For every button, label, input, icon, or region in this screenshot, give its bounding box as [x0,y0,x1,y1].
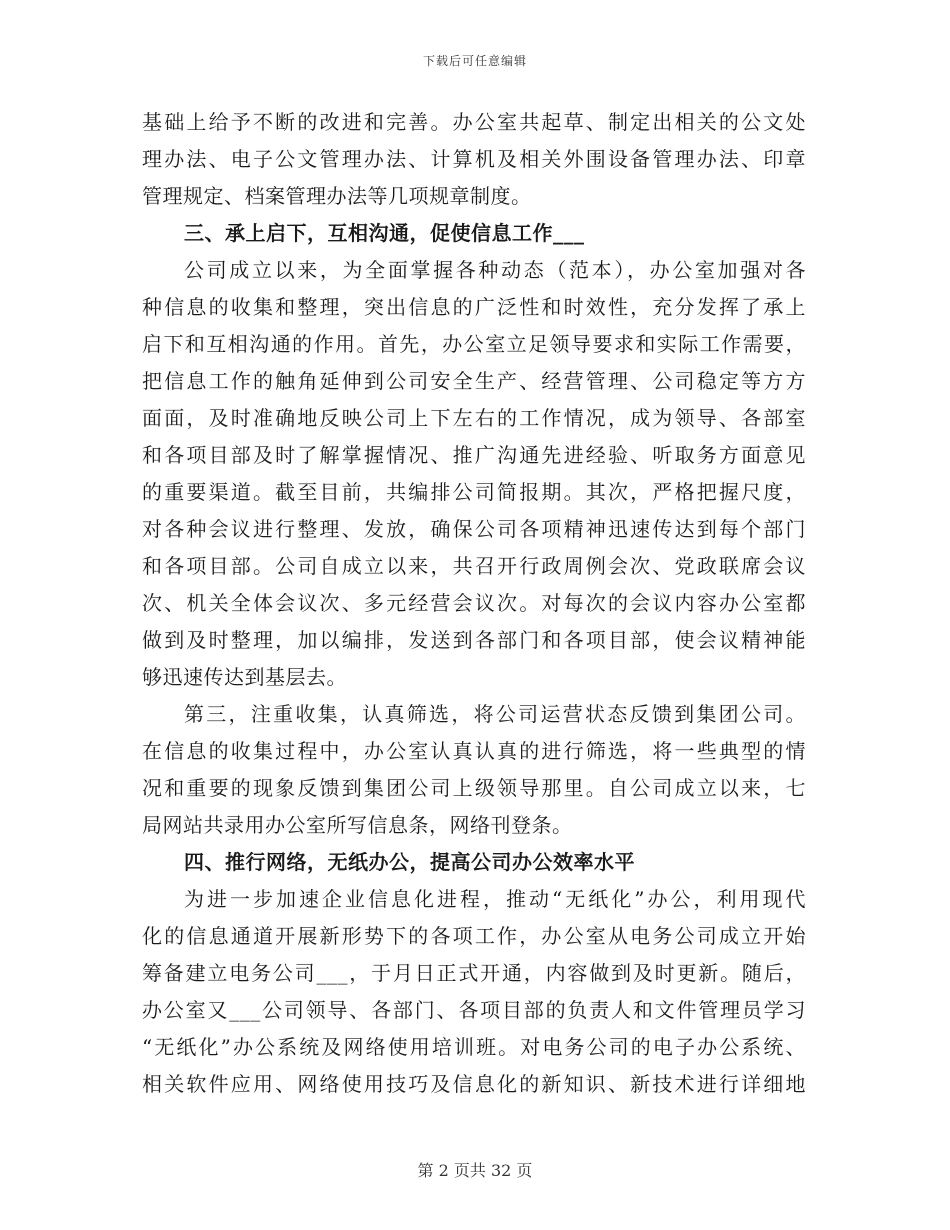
text-line: 为进一步加速企业信息化进程，推动“无纸化”办公，利用现代 [184,887,806,911]
text-line: 面面，及时准确地反映公司上下左右的工作情况，成为领导、各部室 [142,406,806,430]
page-header: 下载后可任意编辑 [422,54,527,68]
text-line: 管理规定、档案管理办法等几项规章制度。 [142,184,532,208]
text-line: “无纸化”办公系统及网络使用培训班。对电务公司的电子办公系统、 [142,1035,806,1059]
section-heading: 四、推行网络，无纸办公，提高公司办公效率水平 [184,850,635,874]
text-line: 在信息的收集过程中，办公室认真认真的进行筛选，将一些典型的情 [142,739,806,763]
text-line: 办公室又___公司领导、各部门、各项目部的负责人和文件管理员学习 [142,998,806,1022]
document-body [142,104,806,1103]
text-line: 基础上给予不断的改进和完善。办公室共起草、制定出相关的公文处 [142,110,806,134]
text-line: 启下和互相沟通的作用。首先，办公室立足领导要求和实际工作需要， [142,332,806,356]
text-line: 和各项目部及时了解掌握情况、推广沟通先进经验、听取务方面意见 [142,443,806,467]
text-line: 筹备建立电务公司___，于月日正式开通，内容做到及时更新。随后， [142,961,806,985]
text-line: 公司成立以来，为全面掌握各种动态（范本），办公室加强对各 [184,258,806,282]
text-line: 种信息的收集和整理，突出信息的广泛性和时效性，充分发挥了承上 [142,295,806,319]
text-line: 够迅速传达到基层去。 [142,665,347,689]
text-line: 的重要渠道。截至目前，共编排公司简报期。其次，严格把握尺度， [142,480,806,504]
text-line: 和各项目部。公司自成立以来，共召开行政周例会次、党政联席会议 [142,554,806,578]
section-heading: 三、承上启下，互相沟通，促使信息工作___ [184,221,585,245]
text-line: 次、机关全体会议次、多元经营会议次。对每次的会议内容办公室都 [142,591,806,615]
page-footer: 第 2 页共 32 页 [417,1161,533,1180]
text-line: 把信息工作的触角延伸到公司安全生产、经营管理、公司稳定等方方 [142,369,806,393]
text-line: 相关软件应用、网络使用技巧及信息化的新知识、新技术进行详细地 [142,1072,806,1096]
text-line: 局网站共录用办公室所写信息条，网络刊登条。 [142,813,573,837]
text-line: 第三，注重收集，认真筛选，将公司运营状态反馈到集团公司。 [184,702,806,726]
text-line: 做到及时整理，加以编排，发送到各部门和各项目部，使会议精神能 [142,628,806,652]
text-line: 对各种会议进行整理、发放，确保公司各项精神迅速传达到每个部门 [142,517,806,541]
text-line: 理办法、电子公文管理办法、计算机及相关外围设备管理办法、印章 [142,147,806,171]
text-line: 况和重要的现象反馈到集团公司上级领导那里。自公司成立以来，七 [142,776,806,800]
text-line: 化的信息通道开展新形势下的各项工作，办公室从电务公司成立开始 [142,924,806,948]
